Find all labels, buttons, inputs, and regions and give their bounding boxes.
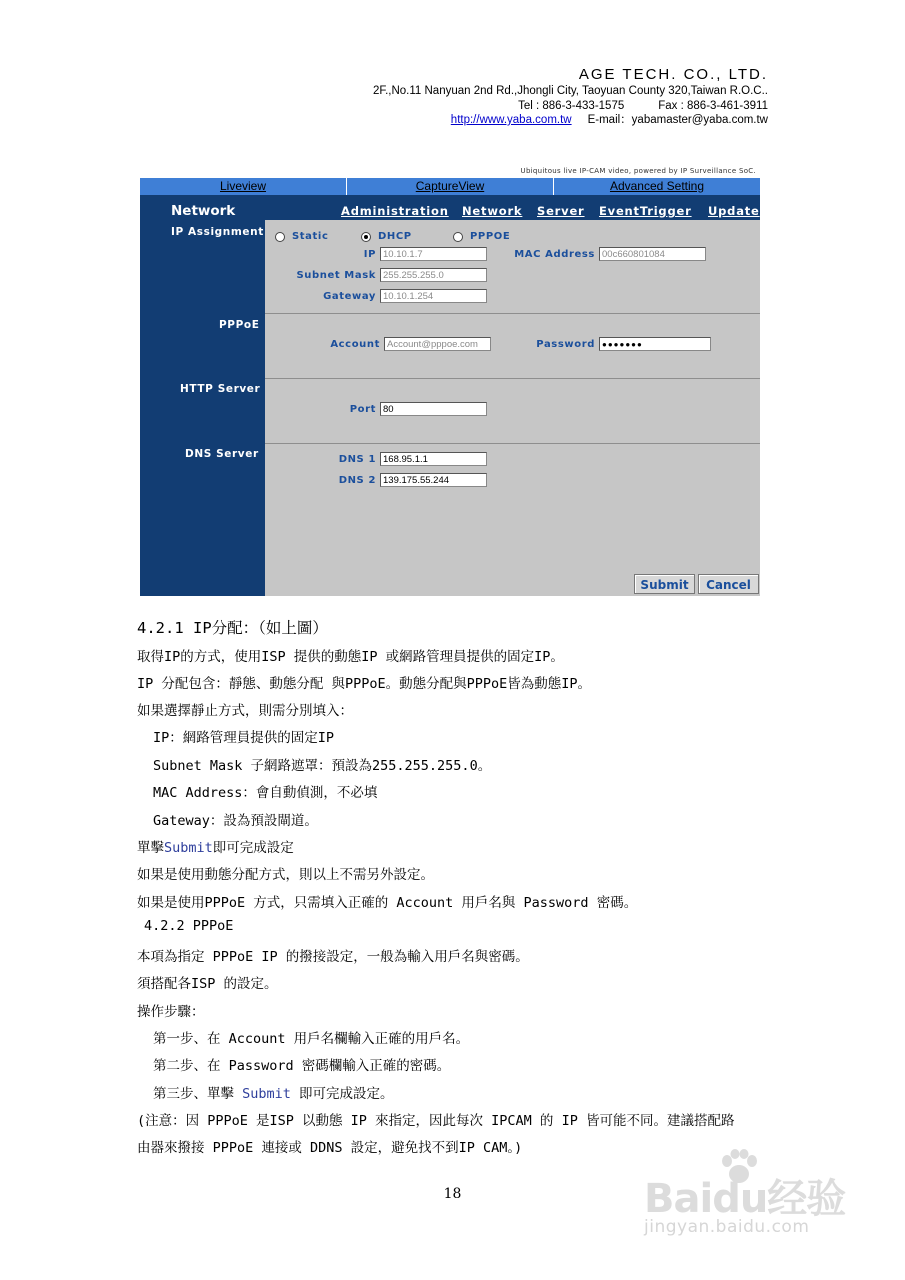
section-divider	[265, 378, 760, 379]
sub-navigation	[265, 195, 760, 220]
note-paragraph: (注意：因 PPPoE 是ISP 以動態 IP 來指定，因此每次 IPCAM 的 IP 皆可能不同。建議搭配路	[137, 1113, 735, 1129]
radio-static-indicator	[275, 232, 285, 242]
settings-panel	[265, 220, 760, 596]
paragraph: 本項為指定 PPPoE IP 的撥接設定，一般為輸入用戶名與密碼。	[137, 949, 529, 965]
list-item: 第一步、在 Account 用戶名欄輸入正確的用戶名。	[153, 1031, 470, 1047]
submit-keyword: Submit	[164, 840, 213, 856]
section-label-ip-assignment: IP Assignment	[171, 226, 264, 238]
dns2-label: DNS 2	[338, 475, 376, 486]
submit-keyword: Submit	[242, 1086, 291, 1102]
baidu-watermark	[640, 1145, 860, 1245]
paragraph: 操作步驟：	[137, 1004, 205, 1020]
page-number: 18	[443, 1186, 462, 1202]
section-divider	[265, 443, 760, 444]
list-item: Subnet Mask 子網路遮罩：預設為255.255.255.0。	[153, 758, 492, 774]
subtab-update[interactable]: Update	[708, 204, 760, 218]
company-fax: Fax : 886-3-461-3911	[658, 99, 768, 112]
top-navigation	[140, 178, 760, 195]
radio-dhcp-label: DHCP	[378, 231, 412, 242]
text-run: 即可完成設定。	[290, 1086, 394, 1102]
company-tel: Tel : 886-3-433-1575	[518, 99, 625, 112]
port-input[interactable]: 80	[380, 402, 487, 416]
gateway-input[interactable]: 10.10.1.254	[380, 289, 487, 303]
account-label: Account	[330, 339, 380, 350]
ip-input[interactable]: 10.10.1.7	[380, 247, 487, 261]
company-contact-line	[373, 113, 768, 128]
subtab-network[interactable]: Network	[462, 204, 523, 218]
list-item	[153, 1082, 394, 1102]
section-heading-4-2-1: 4.2.1 IP分配：（如上圖）	[137, 619, 328, 637]
paragraph: 如果選擇靜止方式，則需分別填入：	[137, 703, 353, 719]
text-run: 即可完成設定	[212, 840, 294, 856]
radio-dhcp-indicator	[361, 232, 371, 242]
company-address: 2F.,No.11 Nanyuan 2nd Rd.,Jhongli City, Taoyuan County 320,Taiwan R.O.C..	[372, 85, 768, 97]
port-label: Port	[349, 404, 376, 415]
company-email: E-mail：yabamaster@yaba.com.tw	[587, 114, 768, 126]
paragraph	[137, 836, 294, 856]
section-label-http-server: HTTP Server	[180, 383, 261, 395]
paragraph: 須搭配各ISP 的設定。	[137, 976, 278, 992]
mac-address-label: MAC Address	[514, 249, 595, 260]
dns1-input[interactable]: 168.95.1.1	[380, 452, 487, 466]
list-item: 第二步、在 Password 密碼欄輸入正確的密碼。	[153, 1058, 451, 1074]
section-label-pppoe: PPPoE	[219, 319, 260, 331]
company-name: AGE TECH. CO., LTD.	[578, 66, 768, 83]
list-item: MAC Address：會自動偵測，不必填	[153, 785, 378, 801]
subtab-administration[interactable]: Administration	[341, 204, 449, 218]
list-item: IP：網路管理員提供的固定IP	[153, 730, 335, 746]
section-divider	[265, 313, 760, 314]
company-website-link[interactable]: http://www.yaba.com.tw	[450, 114, 572, 126]
ip-label: IP	[363, 249, 376, 260]
radio-static[interactable]	[275, 231, 328, 242]
subtab-eventtrigger[interactable]: EventTrigger	[599, 204, 692, 218]
account-input[interactable]: Account@pppoe.com	[384, 337, 491, 351]
password-label: Password	[536, 339, 595, 350]
sidebar-title: Network	[171, 203, 236, 219]
text-run: 單擊	[137, 840, 164, 856]
paragraph: IP 分配包含：靜態、動態分配 與PPPoE。動態分配與PPPoE皆為動態IP。	[137, 676, 592, 692]
note-paragraph: 由器來撥接 PPPoE 連接或 DDNS 設定，避免找不到IP CAM。)	[137, 1140, 523, 1156]
dns2-input[interactable]: 139.175.55.244	[380, 473, 487, 487]
paragraph: 取得IP的方式，使用ISP 提供的動態IP 或網路管理員提供的固定IP。	[137, 649, 564, 665]
mac-address-input[interactable]: 00c660801084	[599, 247, 706, 261]
radio-pppoe-label: PPPOE	[470, 231, 511, 242]
settings-sidebar	[140, 195, 265, 596]
ipcam-network-settings-screenshot	[140, 164, 760, 596]
cancel-button[interactable]: Cancel	[698, 574, 759, 594]
watermark-logo: Baidu经验	[644, 1176, 846, 1222]
watermark-url: jingyan.baidu.com	[644, 1217, 810, 1237]
text-run: 第三步、單擊	[153, 1086, 243, 1102]
tab-advanced-setting[interactable]: Advanced Setting	[609, 179, 705, 193]
submit-button[interactable]: Submit	[634, 574, 695, 594]
company-header	[373, 66, 768, 128]
list-item: Gateway：設為預設閘道。	[153, 813, 318, 829]
company-phone-line	[373, 99, 768, 114]
radio-pppoe[interactable]	[453, 231, 510, 242]
radio-static-label: Static	[292, 231, 329, 242]
subnet-mask-label: Subnet Mask	[296, 270, 376, 281]
subnet-mask-input[interactable]: 255.255.255.0	[380, 268, 487, 282]
paragraph: 如果是使用PPPoE 方式，只需填入正確的 Account 用戶名與 Password 密碼。	[137, 895, 638, 911]
password-input[interactable]: ●●●●●●●	[599, 337, 711, 351]
section-heading-4-2-2: 4.2.2 PPPoE	[144, 918, 234, 934]
radio-dhcp[interactable]	[361, 231, 412, 242]
section-label-dns-server: DNS Server	[185, 448, 259, 460]
dns1-label: DNS 1	[338, 454, 376, 465]
gateway-label: Gateway	[323, 291, 376, 302]
powered-by-text: Ubiquitous live IP-CAM video, powered by IP Surveillance SoC.	[520, 167, 756, 175]
paragraph: 如果是使用動態分配方式，則以上不需另外設定。	[137, 867, 434, 883]
tab-liveview[interactable]: Liveview	[140, 178, 347, 195]
radio-pppoe-indicator	[453, 232, 463, 242]
subtab-server[interactable]: Server	[537, 204, 585, 218]
tab-captureview[interactable]: CaptureView	[347, 178, 554, 195]
